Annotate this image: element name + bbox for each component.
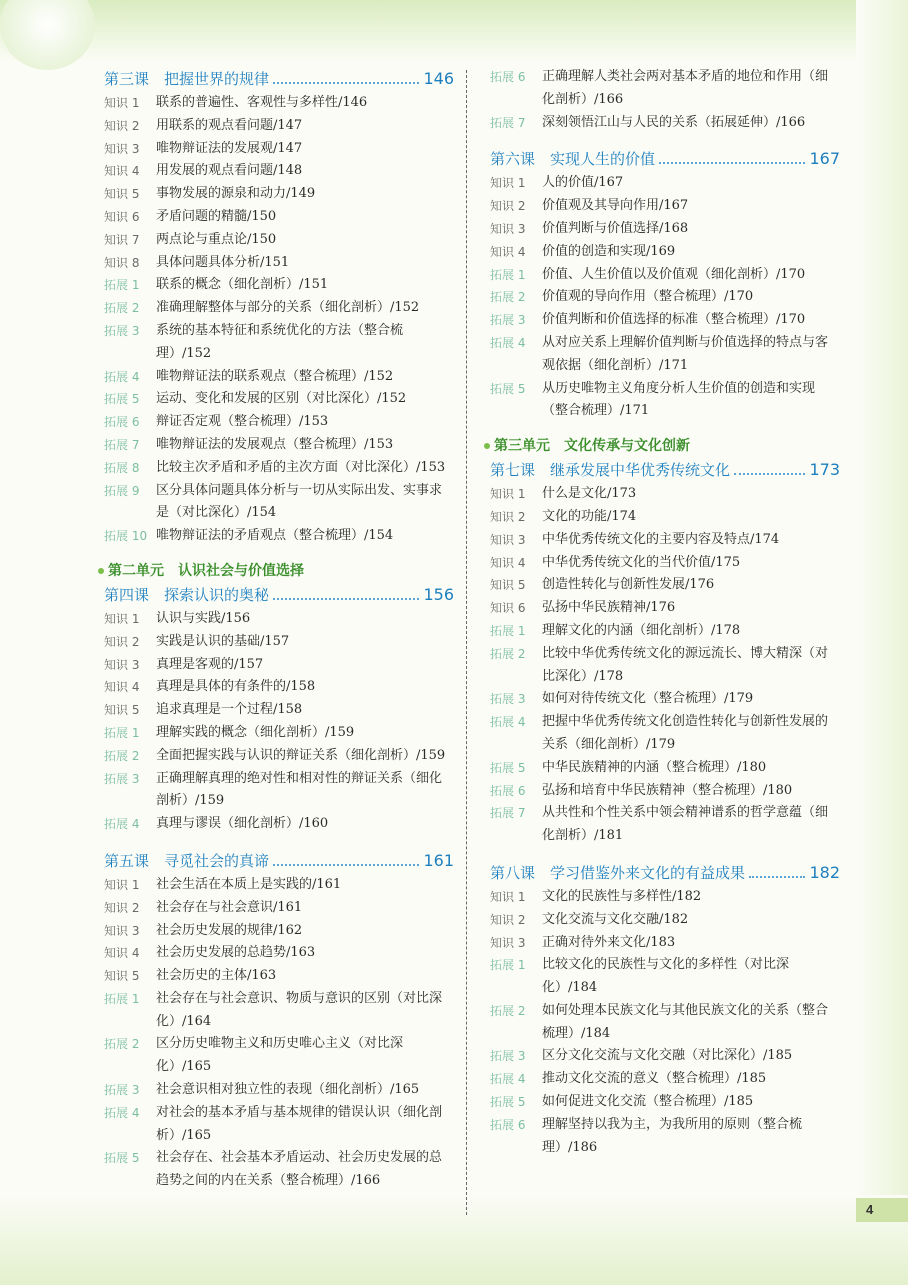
toc-entry[interactable] bbox=[490, 688, 840, 711]
toc-entry[interactable] bbox=[104, 722, 454, 745]
entry-text: 弘扬中华民族精神/176 bbox=[542, 600, 676, 616]
entry-text: 推动文化交流的意义（整合梳理）/185 bbox=[542, 1071, 767, 1087]
entry-tag: 知识 3 bbox=[490, 532, 526, 547]
entry-tag: 知识 6 bbox=[104, 209, 140, 224]
header-decoration bbox=[0, 0, 95, 70]
toc-entry[interactable] bbox=[490, 172, 840, 195]
toc-entry[interactable] bbox=[104, 297, 454, 320]
toc-entry[interactable] bbox=[490, 574, 840, 597]
entry-text: 真理是具体的有条件的/158 bbox=[156, 679, 316, 695]
entry-tag: 知识 4 bbox=[104, 680, 140, 695]
toc-entry[interactable] bbox=[490, 780, 840, 803]
leader-dots bbox=[273, 598, 419, 600]
entry-text: 中华优秀传统文化的主要内容及特点/174 bbox=[542, 531, 780, 547]
toc-entry[interactable] bbox=[104, 411, 454, 434]
lesson-heading[interactable] bbox=[104, 582, 454, 608]
unit-heading bbox=[98, 560, 454, 582]
entry-tag: 拓展 1 bbox=[104, 278, 140, 293]
toc-entry[interactable] bbox=[490, 1091, 840, 1114]
entry-tag: 拓展 7 bbox=[490, 806, 526, 821]
toc-entry[interactable] bbox=[490, 909, 840, 932]
entry-tag: 拓展 4 bbox=[104, 369, 140, 384]
toc-entry[interactable] bbox=[104, 434, 454, 457]
entry-tag: 拓展 4 bbox=[490, 715, 526, 730]
entry-text: 文化的功能/174 bbox=[542, 508, 637, 524]
entry-tag: 拓展 1 bbox=[104, 725, 140, 740]
unit-title: 第二单元 认识社会与价值选择 bbox=[108, 562, 304, 579]
toc-entry[interactable] bbox=[104, 813, 454, 836]
toc-entry[interactable] bbox=[490, 112, 840, 135]
entry-tag: 知识 4 bbox=[104, 164, 140, 179]
entry-text: 中华优秀传统文化的当代价值/175 bbox=[542, 554, 741, 570]
entry-tag: 拓展 5 bbox=[490, 1095, 526, 1110]
toc-entry[interactable] bbox=[104, 320, 454, 366]
entry-text: 事物发展的源泉和动力/149 bbox=[156, 186, 316, 202]
entry-tag: 知识 1 bbox=[490, 487, 526, 502]
entry-tag: 知识 5 bbox=[104, 187, 140, 202]
entry-text: 把握中华优秀传统文化创造性转化与创新性发展的关系（细化剖析）/179 bbox=[542, 714, 829, 752]
lesson-heading[interactable] bbox=[490, 146, 840, 172]
toc-entry[interactable] bbox=[490, 264, 840, 287]
entry-tag: 拓展 3 bbox=[104, 323, 140, 338]
entry-text: 对社会的基本矛盾与基本规律的错误认识（细化剖析）/165 bbox=[156, 1104, 443, 1143]
toc-entry[interactable] bbox=[104, 1033, 454, 1079]
entry-text: 正确理解真理的绝对性和相对性的辩证关系（细化剖析）/159 bbox=[156, 770, 443, 809]
entry-tag: 拓展 9 bbox=[104, 483, 140, 498]
entry-tag: 知识 5 bbox=[104, 969, 140, 984]
entry-tag: 拓展 2 bbox=[104, 301, 140, 316]
toc-entry[interactable] bbox=[104, 388, 454, 411]
toc-entry[interactable] bbox=[104, 206, 454, 229]
entry-tag: 拓展 1 bbox=[490, 623, 526, 638]
entry-text: 社会历史的主体/163 bbox=[156, 968, 277, 984]
entry-tag: 知识 1 bbox=[104, 877, 140, 892]
toc-entry[interactable] bbox=[490, 286, 840, 309]
toc-entry[interactable] bbox=[104, 366, 454, 389]
entry-tag: 知识 2 bbox=[104, 900, 140, 915]
toc-entry[interactable] bbox=[490, 241, 840, 264]
toc-section bbox=[490, 66, 840, 134]
entry-text: 社会存在与社会意识/161 bbox=[156, 899, 303, 915]
toc-entry[interactable] bbox=[104, 1102, 454, 1148]
entry-tag: 拓展 7 bbox=[490, 115, 526, 130]
entry-tag: 拓展 7 bbox=[104, 437, 140, 452]
lesson-page: 146 bbox=[423, 69, 454, 88]
toc-entry[interactable] bbox=[104, 480, 454, 526]
entry-text: 区分具体问题具体分析与一切从实际出发、实事求是（对比深化）/154 bbox=[156, 482, 443, 521]
entry-text: 用发展的观点看问题/148 bbox=[156, 163, 303, 179]
entry-tag: 知识 3 bbox=[104, 923, 140, 938]
entry-tag: 知识 5 bbox=[104, 703, 140, 718]
entry-text: 正确对待外来文化/183 bbox=[542, 934, 676, 950]
entry-tag: 拓展 5 bbox=[490, 760, 526, 775]
toc-entry[interactable] bbox=[104, 920, 454, 943]
lesson-heading[interactable] bbox=[104, 848, 454, 874]
entry-text: 如何处理本民族文化与其他民族文化的关系（整合梳理）/184 bbox=[542, 1002, 829, 1041]
entry-text: 准确理解整体与部分的关系（细化剖析）/152 bbox=[156, 300, 420, 316]
leader-dots bbox=[273, 864, 419, 866]
toc-entry[interactable] bbox=[490, 332, 840, 378]
bullet-icon bbox=[98, 568, 104, 574]
toc-entry[interactable] bbox=[490, 1114, 840, 1160]
entry-tag: 知识 7 bbox=[104, 232, 140, 247]
toc-entry[interactable] bbox=[490, 802, 840, 848]
entry-text: 理解实践的概念（细化剖析）/159 bbox=[156, 724, 355, 740]
toc-section bbox=[104, 66, 454, 548]
toc-entry[interactable] bbox=[104, 92, 454, 115]
toc-entry[interactable] bbox=[490, 932, 840, 955]
entry-text: 中华民族精神的内涵（整合梳理）/180 bbox=[542, 759, 767, 775]
toc-entry[interactable] bbox=[490, 66, 840, 112]
entry-text: 社会存在与社会意识、物质与意识的区别（对比深化）/164 bbox=[156, 990, 443, 1029]
toc-entry[interactable] bbox=[104, 457, 454, 480]
entry-text: 什么是文化/173 bbox=[542, 486, 637, 502]
entry-text: 从共性和个性关系中领会精神谱系的哲学意蕴（细化剖析）/181 bbox=[542, 805, 829, 844]
lesson-page: 156 bbox=[423, 584, 454, 604]
toc-entry[interactable] bbox=[104, 897, 454, 920]
entry-text: 唯物辩证法的发展观/147 bbox=[156, 140, 303, 156]
leader-dots bbox=[749, 876, 805, 878]
toc-entry[interactable] bbox=[104, 229, 454, 252]
entry-tag: 知识 4 bbox=[490, 555, 526, 570]
toc-entry[interactable] bbox=[490, 378, 840, 424]
toc-section bbox=[490, 860, 840, 1160]
unit-heading bbox=[484, 435, 840, 457]
entry-text: 矛盾问题的精髓/150 bbox=[156, 208, 277, 224]
bullet-icon bbox=[484, 443, 490, 449]
entry-tag: 拓展 2 bbox=[490, 1003, 526, 1018]
entry-tag: 拓展 6 bbox=[490, 1117, 526, 1132]
toc-entry[interactable] bbox=[490, 954, 840, 1000]
lesson-title: 第三课 把握世界的规律 bbox=[104, 70, 270, 88]
entry-text: 比较主次矛盾和矛盾的主次方面（对比深化）/153 bbox=[156, 459, 446, 475]
entry-text: 如何对待传统文化（整合梳理）/179 bbox=[542, 691, 754, 707]
entry-tag: 拓展 4 bbox=[104, 817, 140, 832]
entry-tag: 知识 3 bbox=[104, 141, 140, 156]
toc-entry[interactable] bbox=[490, 309, 840, 332]
toc-entry[interactable] bbox=[104, 138, 454, 161]
entry-text: 人的价值/167 bbox=[542, 175, 624, 191]
entry-text: 价值观的导向作用（整合梳理）/170 bbox=[542, 289, 754, 305]
entry-text: 社会历史发展的总趋势/163 bbox=[156, 945, 316, 961]
entry-text: 文化的民族性与多样性/182 bbox=[542, 888, 702, 904]
toc-entry[interactable] bbox=[104, 608, 454, 631]
toc-entry[interactable] bbox=[104, 252, 454, 275]
toc-entry[interactable] bbox=[490, 597, 840, 620]
entry-text: 运动、变化和发展的区别（对比深化）/152 bbox=[156, 391, 407, 407]
toc-entry[interactable] bbox=[490, 483, 840, 506]
toc-entry[interactable] bbox=[104, 874, 454, 897]
entry-text: 真理是客观的/157 bbox=[156, 656, 264, 672]
entry-tag: 拓展 6 bbox=[104, 415, 140, 430]
lesson-page: 167 bbox=[809, 149, 840, 169]
entry-text: 追求真理是一个过程/158 bbox=[156, 702, 303, 718]
entry-tag: 拓展 6 bbox=[490, 70, 526, 84]
entry-tag: 知识 5 bbox=[490, 578, 526, 593]
lesson-heading[interactable] bbox=[104, 66, 454, 92]
entry-tag: 知识 2 bbox=[490, 912, 526, 927]
entry-text: 比较中华优秀传统文化的源远流长、博大精深（对比深化）/178 bbox=[542, 645, 829, 684]
toc-entry[interactable] bbox=[490, 757, 840, 780]
toc-entry[interactable] bbox=[104, 699, 454, 722]
entry-text: 实践是认识的基础/157 bbox=[156, 633, 290, 649]
entry-tag: 拓展 4 bbox=[490, 1072, 526, 1087]
toc-entry[interactable] bbox=[104, 745, 454, 768]
leader-dots bbox=[659, 162, 805, 164]
entry-tag: 知识 2 bbox=[104, 118, 140, 133]
entry-text: 文化交流与文化交融/182 bbox=[542, 911, 689, 927]
entry-text: 真理与谬误（细化剖析）/160 bbox=[156, 816, 329, 832]
entry-text: 社会意识相对独立性的表现（细化剖析）/165 bbox=[156, 1082, 420, 1098]
entry-text: 正确理解人类社会两对基本矛盾的地位和作用（细化剖析）/166 bbox=[542, 69, 829, 107]
entry-text: 社会存在、社会基本矛盾运动、社会历史发展的总趋势之间的内在关系（整合梳理）/166 bbox=[156, 1150, 443, 1189]
entry-tag: 拓展 6 bbox=[490, 783, 526, 798]
entry-text: 社会生活在本质上是实践的/161 bbox=[156, 876, 342, 892]
toc-entry[interactable] bbox=[104, 942, 454, 965]
lesson-heading[interactable] bbox=[490, 457, 840, 483]
entry-tag: 拓展 5 bbox=[104, 392, 140, 407]
entry-tag: 知识 6 bbox=[490, 601, 526, 616]
entry-text: 区分文化交流与文化交融（对比深化）/185 bbox=[542, 1048, 793, 1064]
lesson-heading[interactable] bbox=[490, 860, 840, 886]
entry-tag: 知识 1 bbox=[490, 176, 526, 191]
entry-text: 社会历史发展的规律/162 bbox=[156, 922, 303, 938]
entry-text: 比较文化的民族性与文化的多样性（对比深化）/184 bbox=[542, 957, 790, 996]
entry-text: 联系的普遍性、客观性与多样性/146 bbox=[156, 95, 368, 110]
entry-text: 价值、人生价值以及价值观（细化剖析）/170 bbox=[542, 266, 806, 282]
toc-entry[interactable] bbox=[490, 195, 840, 218]
toc-left-column bbox=[104, 66, 454, 1205]
footer-band bbox=[0, 1195, 908, 1285]
toc-entry[interactable] bbox=[490, 506, 840, 529]
toc-entry[interactable] bbox=[104, 274, 454, 297]
entry-tag: 拓展 3 bbox=[490, 1049, 526, 1064]
entry-tag: 拓展 3 bbox=[104, 771, 140, 786]
leader-dots bbox=[273, 82, 419, 84]
toc-entry[interactable] bbox=[490, 552, 840, 575]
entry-tag: 知识 1 bbox=[490, 889, 526, 904]
toc-entry[interactable] bbox=[104, 160, 454, 183]
entry-text: 用联系的观点看问题/147 bbox=[156, 117, 303, 133]
toc-entry[interactable] bbox=[104, 1079, 454, 1102]
entry-text: 从对应关系上理解价值判断与价值选择的特点与客观依据（细化剖析）/171 bbox=[542, 334, 829, 373]
toc-entry[interactable] bbox=[490, 1045, 840, 1068]
toc-entry[interactable] bbox=[490, 1000, 840, 1046]
right-edge-band bbox=[856, 0, 908, 1285]
entry-tag: 拓展 5 bbox=[490, 381, 526, 396]
entry-text: 认识与实践/156 bbox=[156, 610, 251, 626]
page-number: 4 bbox=[856, 1198, 908, 1222]
toc-entry[interactable] bbox=[104, 768, 454, 814]
entry-tag: 知识 3 bbox=[104, 657, 140, 672]
entry-text: 理解文化的内涵（细化剖析）/178 bbox=[542, 622, 741, 638]
lesson-page: 161 bbox=[423, 850, 454, 870]
lesson-title: 第五课 寻觅社会的真谛 bbox=[104, 851, 270, 870]
toc-section bbox=[104, 848, 454, 1193]
entry-tag: 拓展 3 bbox=[490, 692, 526, 707]
toc-section bbox=[104, 560, 454, 836]
toc-entry[interactable] bbox=[104, 988, 454, 1034]
toc-entry[interactable] bbox=[490, 1068, 840, 1091]
entry-tag: 拓展 1 bbox=[104, 991, 140, 1006]
entry-tag: 拓展 8 bbox=[104, 460, 140, 475]
toc-entry[interactable] bbox=[104, 525, 454, 548]
lesson-title: 第六课 实现人生的价值 bbox=[490, 150, 656, 169]
entry-text: 如何促进文化交流（整合梳理）/185 bbox=[542, 1094, 754, 1110]
entry-text: 两点论与重点论/150 bbox=[156, 231, 277, 247]
entry-tag: 拓展 2 bbox=[104, 748, 140, 763]
unit-title: 第三单元 文化传承与文化创新 bbox=[494, 438, 690, 455]
header-band bbox=[0, 0, 908, 62]
lesson-title: 第四课 探索认识的奥秘 bbox=[104, 585, 270, 604]
entry-text: 唯物辩证法的联系观点（整合梳理）/152 bbox=[156, 368, 394, 384]
toc-entry[interactable] bbox=[490, 886, 840, 909]
toc-entry[interactable] bbox=[490, 643, 840, 689]
toc-entry[interactable] bbox=[490, 711, 840, 757]
toc-right-column bbox=[490, 66, 840, 1171]
entry-text: 价值观及其导向作用/167 bbox=[542, 198, 689, 214]
entry-text: 区分历史唯物主义和历史唯心主义（对比深化）/165 bbox=[156, 1036, 404, 1075]
entry-text: 唯物辩证法的发展观点（整合梳理）/153 bbox=[156, 436, 394, 452]
entry-text: 创造性转化与创新性发展/176 bbox=[542, 577, 715, 593]
toc-entry[interactable] bbox=[104, 631, 454, 654]
entry-tag: 拓展 3 bbox=[490, 313, 526, 328]
entry-text: 全面把握实践与认识的辩证关系（细化剖析）/159 bbox=[156, 747, 446, 763]
toc-entry[interactable] bbox=[104, 1147, 454, 1193]
column-divider bbox=[466, 70, 467, 1215]
toc-entry[interactable] bbox=[104, 965, 454, 988]
lesson-page: 182 bbox=[809, 862, 840, 882]
entry-tag: 拓展 5 bbox=[104, 1151, 140, 1166]
entry-text: 从历史唯物主义角度分析人生价值的创造和实现（整合梳理）/171 bbox=[542, 380, 816, 419]
entry-text: 理解坚持以我为主，为我所用的原则（整合梳理）/186 bbox=[542, 1116, 803, 1155]
entry-text: 价值判断与价值选择/168 bbox=[542, 220, 689, 236]
entry-tag: 知识 2 bbox=[490, 199, 526, 214]
entry-text: 唯物辩证法的矛盾观点（整合梳理）/154 bbox=[156, 528, 394, 544]
toc-entry[interactable] bbox=[104, 115, 454, 138]
toc-entry[interactable] bbox=[104, 654, 454, 677]
entry-tag: 拓展 4 bbox=[104, 1105, 140, 1120]
entry-tag: 知识 4 bbox=[490, 244, 526, 259]
toc-section bbox=[490, 435, 840, 848]
entry-tag: 拓展 2 bbox=[490, 290, 526, 305]
toc-entry[interactable] bbox=[104, 676, 454, 699]
toc-entry[interactable] bbox=[490, 529, 840, 552]
entry-tag: 拓展 10 bbox=[104, 529, 148, 544]
toc-section bbox=[490, 146, 840, 423]
entry-tag: 知识 1 bbox=[104, 611, 140, 626]
entry-tag: 拓展 2 bbox=[104, 1037, 140, 1052]
entry-tag: 知识 2 bbox=[104, 634, 140, 649]
entry-tag: 知识 3 bbox=[490, 221, 526, 236]
entry-text: 具体问题具体分析/151 bbox=[156, 254, 290, 270]
entry-tag: 拓展 4 bbox=[490, 335, 526, 350]
lesson-title: 第八课 学习借鉴外来文化的有益成果 bbox=[490, 863, 746, 882]
entry-text: 价值的创造和实现/169 bbox=[542, 243, 676, 259]
entry-tag: 知识 1 bbox=[104, 96, 140, 110]
toc-entry[interactable] bbox=[104, 183, 454, 206]
leader-dots bbox=[734, 473, 805, 475]
entry-tag: 知识 2 bbox=[490, 509, 526, 524]
lesson-page: 173 bbox=[809, 460, 840, 480]
entry-tag: 知识 3 bbox=[490, 935, 526, 950]
entry-text: 价值判断和价值选择的标准（整合梳理）/170 bbox=[542, 312, 806, 328]
entry-text: 联系的概念（细化剖析）/151 bbox=[156, 277, 329, 293]
entry-text: 弘扬和培育中华民族精神（整合梳理）/180 bbox=[542, 782, 793, 798]
entry-tag: 拓展 1 bbox=[490, 267, 526, 282]
lesson-title: 第七课 继承发展中华优秀传统文化 bbox=[490, 461, 731, 480]
entry-tag: 拓展 1 bbox=[490, 958, 526, 973]
entry-text: 系统的基本特征和系统优化的方法（整合梳理）/152 bbox=[156, 322, 404, 361]
entry-text: 深刻领悟江山与人民的关系（拓展延伸）/166 bbox=[542, 114, 806, 130]
entry-tag: 知识 8 bbox=[104, 255, 140, 270]
toc-entry[interactable] bbox=[490, 218, 840, 241]
entry-text: 辩证否定观（整合梳理）/153 bbox=[156, 414, 329, 430]
entry-tag: 拓展 3 bbox=[104, 1083, 140, 1098]
toc-entry[interactable] bbox=[490, 620, 840, 643]
entry-tag: 拓展 2 bbox=[490, 646, 526, 661]
entry-tag: 知识 4 bbox=[104, 946, 140, 961]
